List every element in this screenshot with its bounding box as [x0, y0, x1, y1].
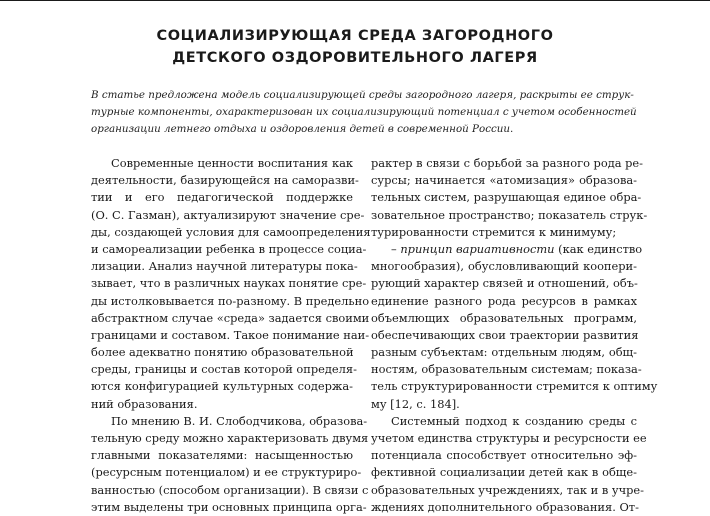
abstract: [91, 87, 637, 137]
text-line: разным субъектам: отдельным людям, общ-: [371, 345, 637, 360]
text-line: границами и составом. Такое понимание наи-: [91, 327, 370, 342]
text-line: му [12, с. 184].: [371, 396, 460, 411]
text-line: учетом единства структуры и ресурсности ее: [371, 431, 647, 445]
text-line: обеспечивающих свои траектории развития: [371, 327, 639, 342]
abstract-line: организации летнего отдыха и оздоровления детей в современной России.: [91, 122, 514, 135]
text-line: главными показателями: насыщенностью: [91, 448, 353, 463]
text-line: среды, границы и состав которой определя-: [91, 362, 357, 377]
text-line: фективной социализации детей как в обще-: [371, 465, 637, 480]
text-line: ждениях дополнительного образования. От-: [371, 499, 639, 514]
principle-rest: (как единство: [558, 241, 643, 256]
text-line: рактер в связи с борьбой за разного рода ре-: [371, 156, 644, 170]
text-line: ванностью (способом организации). В связи с: [91, 482, 369, 497]
text-line: тель структурированности стремится к оптиму: [371, 379, 658, 394]
text-line: более адекватно понятию образовательной: [91, 345, 354, 360]
text-line: ды истолковывается по-разному. В предельно: [91, 293, 370, 308]
text-line: По мнению В. И. Слободчикова, образова-: [111, 413, 368, 428]
text-line: ды, создающей условия для самоопределения: [91, 224, 371, 239]
text-line: абстрактном случае «среда» задается своими: [91, 310, 370, 325]
text-line: объемлющих образовательных программ,: [371, 310, 637, 325]
text-line: рующий характер связей и отношений, объ-: [371, 276, 638, 291]
text-line: многообразия), обусловливающий коопери-: [371, 259, 637, 274]
text-line: сурсы; начинается «атомизация» образова-: [371, 173, 637, 188]
text-line: (ресурсным потенциалом) и ее структуриро-: [91, 465, 362, 480]
text-line: тельных систем, разрушающая единое обра-: [371, 190, 642, 205]
principle-dash: –: [391, 241, 397, 256]
text-line: образовательных учреждениях, так и в учре-: [371, 482, 644, 497]
text-line: ются конфигурацией культурных содержа-: [91, 379, 353, 394]
text-line: Современные ценности воспитания как: [111, 156, 353, 170]
text-line: (О. С. Газман), актуализируют значение сре-: [91, 207, 365, 222]
text-line: деятельности, базирующейся на саморазви-: [91, 173, 359, 188]
title-line-2: ДЕТСКОГО ОЗДОРОВИТЕЛЬНОГО ЛАГЕРЯ: [172, 50, 538, 66]
title-line-1: СОЦИАЛИЗИРУЮЩАЯ СРЕДА ЗАГОРОДНОГО: [156, 28, 554, 44]
text-line: лизации. Анализ научной литературы пока-: [91, 259, 358, 274]
text-line: и самореализации ребенка в процессе социа-: [91, 241, 367, 256]
article-title: [0, 25, 710, 69]
left-column: [91, 155, 371, 516]
text-line: зовательное пространство; показатель струк-: [371, 207, 648, 222]
text-line: ностям, образовательным системам; показа-: [371, 362, 642, 377]
text-line: зывает, что в различных науках понятие сре-: [91, 276, 367, 291]
text-line: тельную среду можно характеризовать двумя: [91, 431, 369, 445]
text-line: Системный подход к созданию среды с: [391, 413, 637, 428]
header-marks: · · · ·: [601, 0, 640, 7]
text-line: ний образования.: [91, 396, 198, 411]
principle-line: [371, 241, 643, 258]
right-column: [371, 155, 658, 516]
abstract-line: В статье предложена модель социализирующей среды загородного лагеря, раскрыты ее струк-: [91, 89, 634, 101]
text-line: единение разного рода ресурсов в рамках: [371, 293, 637, 308]
text-line: этим выделены три основных принципа орга-: [91, 499, 367, 514]
text-line: тии и его педагогической поддержке: [91, 190, 353, 205]
text-line: потенциала способствует относительно эф-: [371, 448, 637, 463]
abstract-line: турные компоненты, охарактеризован их социализирующий потенциал с учетом особенностей: [91, 105, 637, 118]
text-line: турированности стремится к минимуму;: [371, 224, 617, 239]
principle-name: принцип вариативности: [400, 241, 555, 256]
